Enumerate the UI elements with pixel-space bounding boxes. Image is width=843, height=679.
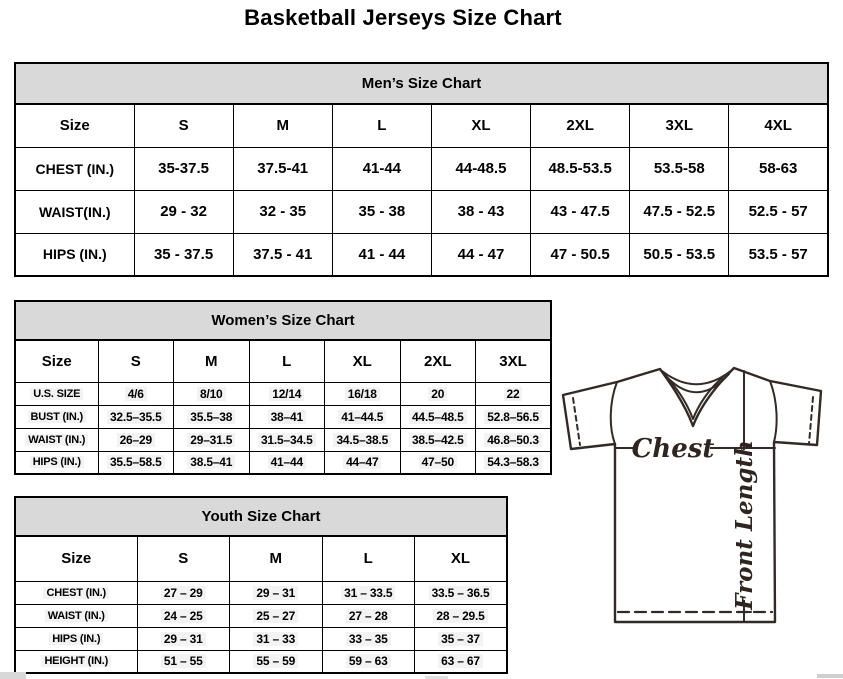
women-cell-value xyxy=(476,382,552,405)
women-cell-value xyxy=(476,451,552,474)
women-table-row xyxy=(15,451,551,474)
youth-cell-value xyxy=(415,650,508,673)
women-cell-value xyxy=(249,382,325,405)
women-cell-value-text: 12/14 xyxy=(269,387,304,401)
women-cell-value-text: 52.8–56.5 xyxy=(484,410,542,424)
women-cell-value xyxy=(400,428,476,451)
men-cell-value: 37.5 - 41 xyxy=(233,233,332,276)
youth-column-header-xl: XL xyxy=(415,536,508,581)
men-cell-value: 53.5 - 57 xyxy=(729,233,828,276)
youth-table-title-row xyxy=(15,497,507,536)
men-table-title-row xyxy=(15,63,828,104)
youth-cell-value xyxy=(230,604,323,627)
youth-cell-value-text: 35 – 37 xyxy=(438,632,483,646)
women-cell-value xyxy=(249,405,325,428)
youth-cell-value xyxy=(415,581,508,604)
youth-column-header-s: S xyxy=(137,536,230,581)
youth-cell-value xyxy=(137,581,230,604)
youth-table-title: Youth Size Chart xyxy=(15,497,507,536)
women-cell-value-text: 32.5–35.5 xyxy=(107,410,165,424)
women-cell-value-text: 44–47 xyxy=(343,455,381,469)
men-table-header-row xyxy=(15,104,828,147)
youth-cell-value xyxy=(230,627,323,650)
women-cell-value-text: 29–31.5 xyxy=(187,433,235,447)
youth-table-row xyxy=(15,581,507,604)
men-cell-value: 53.5-58 xyxy=(630,147,729,190)
women-cell-value xyxy=(98,382,174,405)
men-column-header-l: L xyxy=(332,104,431,147)
page-title: Basketball Jerseys Size Chart xyxy=(244,5,562,30)
women-cell-value-text: 35.5–58.5 xyxy=(107,455,165,469)
men-table-row xyxy=(15,190,828,233)
youth-cell-value xyxy=(137,604,230,627)
youth-row-label xyxy=(15,627,137,650)
youth-column-header-size: Size xyxy=(15,536,137,581)
jersey-diagram-svg xyxy=(556,358,840,630)
men-column-header-3xl: 3XL xyxy=(630,104,729,147)
women-cell-value-text: 16/18 xyxy=(345,387,380,401)
youth-row-label xyxy=(15,604,137,627)
men-cell-value: 43 - 47.5 xyxy=(531,190,630,233)
women-cell-value-text: 44.5–48.5 xyxy=(409,410,467,424)
women-table-row xyxy=(15,382,551,405)
men-table-title: Men’s Size Chart xyxy=(15,63,828,104)
women-cell-value xyxy=(400,451,476,474)
youth-cell-value xyxy=(322,604,415,627)
youth-cell-value xyxy=(322,627,415,650)
youth-cell-value-text: 24 – 25 xyxy=(161,609,206,623)
men-cell-value: 29 - 32 xyxy=(134,190,233,233)
youth-cell-value xyxy=(415,604,508,627)
men-cell-value: 44 - 47 xyxy=(431,233,530,276)
youth-cell-value-text: 29 – 31 xyxy=(253,586,298,600)
youth-cell-value-text: 31 – 33 xyxy=(253,632,298,646)
women-cell-value-text: 26–29 xyxy=(117,433,155,447)
bottom-edge-partial-element-left xyxy=(0,672,26,679)
youth-row-label-text: WAIST (IN.) xyxy=(45,610,108,622)
women-row-label-text: BUST (IN.) xyxy=(28,411,86,423)
women-cell-value xyxy=(174,405,250,428)
women-cell-value xyxy=(174,382,250,405)
women-cell-value-text: 20 xyxy=(428,387,447,401)
women-cell-value-text: 47–50 xyxy=(419,455,457,469)
men-cell-value: 35 - 37.5 xyxy=(134,233,233,276)
women-column-header-2xl: 2XL xyxy=(400,340,476,382)
women-row-label xyxy=(15,405,98,428)
women-cell-value xyxy=(174,428,250,451)
youth-row-label-text: CHEST (IN.) xyxy=(43,587,109,599)
women-cell-value xyxy=(174,451,250,474)
women-column-header-m: M xyxy=(174,340,250,382)
womens-size-table xyxy=(14,300,552,475)
jersey-measurement-diagram xyxy=(556,358,840,630)
men-cell-value: 52.5 - 57 xyxy=(729,190,828,233)
women-table-header-row xyxy=(15,340,551,382)
front-length-label: Front Length xyxy=(731,440,758,610)
men-cell-value: 41-44 xyxy=(332,147,431,190)
youth-table-header-row xyxy=(15,536,507,581)
youth-cell-value xyxy=(415,627,508,650)
women-cell-value xyxy=(476,428,552,451)
youth-cell-value-text: 29 – 31 xyxy=(161,632,206,646)
women-cell-value-text: 46.8–50.3 xyxy=(484,433,542,447)
women-cell-value xyxy=(325,382,401,405)
youth-row-label-text: HIPS (IN.) xyxy=(49,633,103,645)
men-table-row xyxy=(15,147,828,190)
women-column-header-3xl: 3XL xyxy=(476,340,552,382)
women-cell-value xyxy=(98,451,174,474)
women-cell-value xyxy=(476,405,552,428)
youth-cell-value-text: 51 – 55 xyxy=(161,654,206,668)
men-cell-value: 38 - 43 xyxy=(431,190,530,233)
men-cell-value: 48.5-53.5 xyxy=(531,147,630,190)
women-cell-value xyxy=(98,428,174,451)
bottom-edge-partial-element-right xyxy=(817,674,843,678)
men-cell-value: 32 - 35 xyxy=(233,190,332,233)
youth-cell-value-text: 33 – 35 xyxy=(346,632,391,646)
women-row-label-text: U.S. SIZE xyxy=(30,388,83,400)
women-cell-value-text: 31.5–34.5 xyxy=(258,433,316,447)
women-cell-value-text: 41–44 xyxy=(268,455,306,469)
mens-size-table xyxy=(14,62,829,277)
women-cell-value-text: 38.5–41 xyxy=(187,455,235,469)
youth-row-label-text: HEIGHT (IN.) xyxy=(41,655,111,667)
youth-cell-value xyxy=(137,627,230,650)
jersey-outline xyxy=(563,368,821,622)
women-cell-value-text: 54.3–58.3 xyxy=(484,455,542,469)
men-cell-value: 44-48.5 xyxy=(431,147,530,190)
men-table-row xyxy=(15,233,828,276)
youth-cell-value xyxy=(230,650,323,673)
men-cell-value: 58-63 xyxy=(729,147,828,190)
youth-cell-value-text: 55 – 59 xyxy=(253,654,298,668)
women-cell-value xyxy=(325,451,401,474)
youth-cell-value xyxy=(322,650,415,673)
women-cell-value xyxy=(325,428,401,451)
women-table-title-row xyxy=(15,301,551,340)
youth-column-header-m: M xyxy=(230,536,323,581)
women-row-label xyxy=(15,451,98,474)
women-cell-value-text: 41–44.5 xyxy=(338,410,386,424)
youth-table-row xyxy=(15,627,507,650)
women-column-header-l: L xyxy=(249,340,325,382)
men-column-header-m: M xyxy=(233,104,332,147)
men-column-header-xl: XL xyxy=(431,104,530,147)
men-column-header-2xl: 2XL xyxy=(531,104,630,147)
women-cell-value-text: 38.5–42.5 xyxy=(409,433,467,447)
men-cell-value: 37.5-41 xyxy=(233,147,332,190)
men-row-label: CHEST (IN.) xyxy=(15,147,134,190)
chest-label: Chest xyxy=(631,434,715,464)
men-row-label: HIPS (IN.) xyxy=(15,233,134,276)
women-row-label-text: WAIST (IN.) xyxy=(25,434,88,446)
men-column-header-size: Size xyxy=(15,104,134,147)
youth-cell-value-text: 25 – 27 xyxy=(253,609,298,623)
youth-cell-value xyxy=(230,581,323,604)
youth-cell-value-text: 31 – 33.5 xyxy=(341,586,395,600)
men-cell-value: 50.5 - 53.5 xyxy=(630,233,729,276)
youth-cell-value xyxy=(137,650,230,673)
youth-cell-value xyxy=(322,581,415,604)
men-column-header-4xl: 4XL xyxy=(729,104,828,147)
women-row-label-text: HIPS (IN.) xyxy=(30,456,84,468)
women-row-label xyxy=(15,382,98,405)
women-table-row xyxy=(15,428,551,451)
women-cell-value xyxy=(325,405,401,428)
women-cell-value-text: 4/6 xyxy=(125,387,147,401)
youth-cell-value-text: 33.5 – 36.5 xyxy=(429,586,493,600)
women-table-title: Women’s Size Chart xyxy=(15,301,551,340)
women-cell-value xyxy=(400,382,476,405)
youth-table-row xyxy=(15,650,507,673)
women-cell-value-text: 8/10 xyxy=(197,387,226,401)
women-column-header-size: Size xyxy=(15,340,98,382)
youth-row-label xyxy=(15,650,137,673)
women-row-label xyxy=(15,428,98,451)
youth-cell-value-text: 63 – 67 xyxy=(438,654,483,668)
youth-cell-value-text: 27 – 28 xyxy=(346,609,391,623)
youth-table-row xyxy=(15,604,507,627)
women-cell-value xyxy=(249,428,325,451)
youth-cell-value-text: 59 – 63 xyxy=(346,654,391,668)
men-row-label: WAIST(IN.) xyxy=(15,190,134,233)
women-cell-value-text: 22 xyxy=(504,387,523,401)
men-cell-value: 47.5 - 52.5 xyxy=(630,190,729,233)
youth-size-table xyxy=(14,496,508,674)
women-column-header-xl: XL xyxy=(325,340,401,382)
youth-cell-value-text: 27 – 29 xyxy=(161,586,206,600)
youth-column-header-l: L xyxy=(322,536,415,581)
youth-cell-value-text: 28 – 29.5 xyxy=(433,609,487,623)
youth-row-label xyxy=(15,581,137,604)
women-table-row xyxy=(15,405,551,428)
men-cell-value: 47 - 50.5 xyxy=(531,233,630,276)
men-cell-value: 35 - 38 xyxy=(332,190,431,233)
women-cell-value xyxy=(249,451,325,474)
men-cell-value: 35-37.5 xyxy=(134,147,233,190)
women-cell-value-text: 34.5–38.5 xyxy=(333,433,391,447)
women-column-header-s: S xyxy=(98,340,174,382)
women-cell-value xyxy=(400,405,476,428)
women-cell-value-text: 35.5–38 xyxy=(187,410,235,424)
women-cell-value xyxy=(98,405,174,428)
men-column-header-s: S xyxy=(134,104,233,147)
women-cell-value-text: 38–41 xyxy=(268,410,306,424)
men-cell-value: 41 - 44 xyxy=(332,233,431,276)
